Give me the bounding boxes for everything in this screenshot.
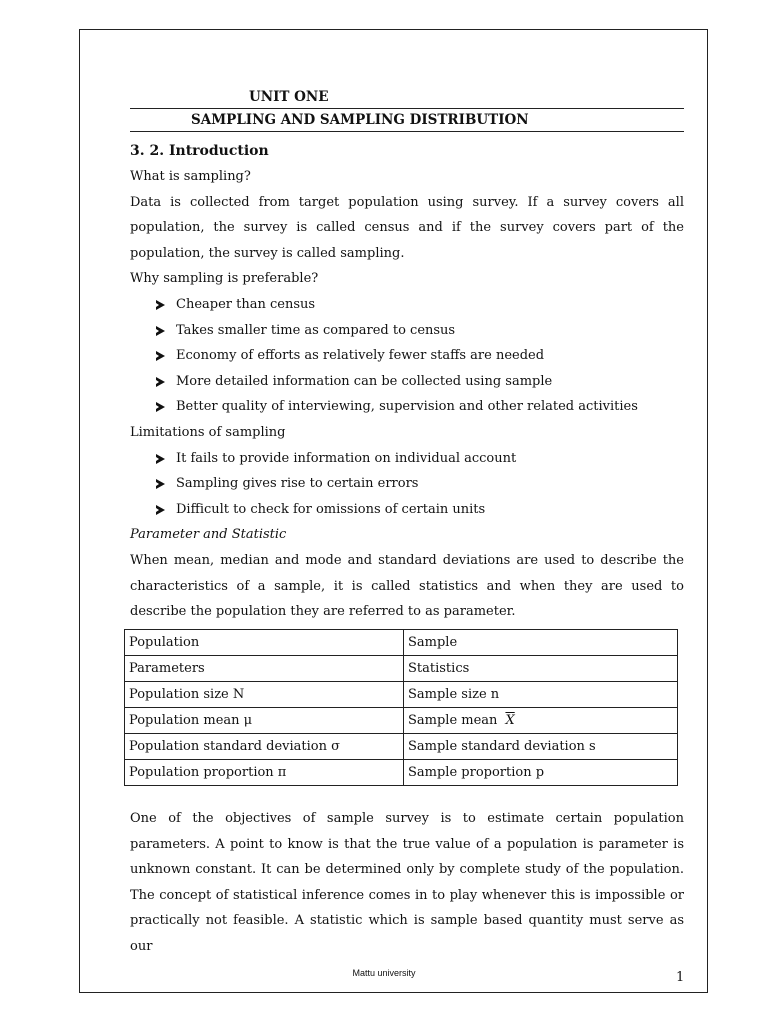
list-item: Better quality of interviewing, supervision and other related activities — [156, 394, 684, 420]
table-cell — [404, 708, 678, 734]
table-cell: Statistics — [404, 656, 678, 682]
table-row — [125, 682, 678, 708]
table-cell: Population proportion π — [125, 760, 404, 786]
table-cell: Sample size n — [404, 682, 678, 708]
table-cell: Sample standard deviation s — [404, 734, 678, 760]
closing-section — [130, 806, 684, 960]
question-why-sampling: Why sampling is preferable? — [130, 271, 319, 287]
table-cell: Sample proportion p — [404, 760, 678, 786]
list-item: Sampling gives rise to certain errors — [156, 471, 684, 497]
arrow-bullet-icon — [156, 326, 165, 336]
x-bar-symbol: $\overline{X}$ — [505, 713, 515, 728]
header-rule-bottom — [130, 131, 684, 132]
arrow-bullet-icon — [156, 351, 165, 361]
table-row — [125, 656, 678, 682]
limitations-heading: Limitations of sampling — [130, 424, 286, 440]
list-item: Economy of efforts as relatively fewer staffs are needed — [156, 343, 684, 369]
table-row — [125, 760, 678, 786]
chapter-title: SAMPLING AND SAMPLING DISTRIBUTION — [191, 112, 529, 128]
paragraph-parameter-statistic: When mean, median and mode and standard deviations are used to describe the characteristics of a sample, it is called statistics and when they are used to describe the population they are referred to as parameter. — [130, 552, 684, 620]
section-heading: 3. 2. Introduction — [130, 143, 269, 159]
list-item: Cheaper than census — [156, 292, 684, 318]
table-cell: Population mean μ — [125, 708, 404, 734]
table-row — [125, 630, 678, 656]
table-cell: Population standard deviation σ — [125, 734, 404, 760]
table-cell: Population — [125, 630, 404, 656]
table-cell: Population size N — [125, 682, 404, 708]
arrow-bullet-icon — [156, 300, 165, 310]
sample-mean-label: Sample mean — [408, 713, 498, 728]
advantages-list — [130, 292, 684, 420]
list-item: Takes smaller time as compared to census — [156, 318, 684, 344]
table-cell: Parameters — [125, 656, 404, 682]
arrow-bullet-icon — [156, 479, 165, 489]
table-row — [125, 708, 678, 734]
question-what-is-sampling: What is sampling? — [130, 169, 251, 184]
arrow-bullet-icon — [156, 454, 165, 464]
main-content — [130, 86, 684, 625]
arrow-bullet-icon — [156, 505, 165, 515]
page-number: 1 — [676, 970, 685, 985]
list-item: More detailed information can be collected using sample — [156, 369, 684, 395]
paragraph-sampling-definition: Data is collected from target population using survey. If a survey covers all population, the survey is called census and if the survey covers part of the population, the survey is called sampling. — [130, 194, 684, 261]
unit-title: UNIT ONE — [249, 89, 329, 105]
parameter-statistic-heading: Parameter and Statistic — [130, 527, 287, 543]
list-item: It fails to provide information on individual account — [156, 446, 684, 472]
paragraph-statistical-inference: One of the objectives of sample survey is to estimate certain population parameters. A point to know is that the true value of a population is parameter is unknown constant. It can be determined only by complete study of the population. The concept of statistical inference comes in to play whenever this is impossible or practically not feasible. A statistic which is sample based quantity must serve as our — [130, 811, 684, 954]
arrow-bullet-icon — [156, 402, 165, 412]
table-row — [125, 734, 678, 760]
arrow-bullet-icon — [156, 377, 165, 387]
parameter-statistic-table — [124, 629, 678, 786]
table-cell: Sample — [404, 630, 678, 656]
limitations-list — [130, 446, 684, 523]
list-item: Difficult to check for omissions of certain units — [156, 497, 684, 523]
footer-institution: Mattu university — [352, 968, 416, 978]
